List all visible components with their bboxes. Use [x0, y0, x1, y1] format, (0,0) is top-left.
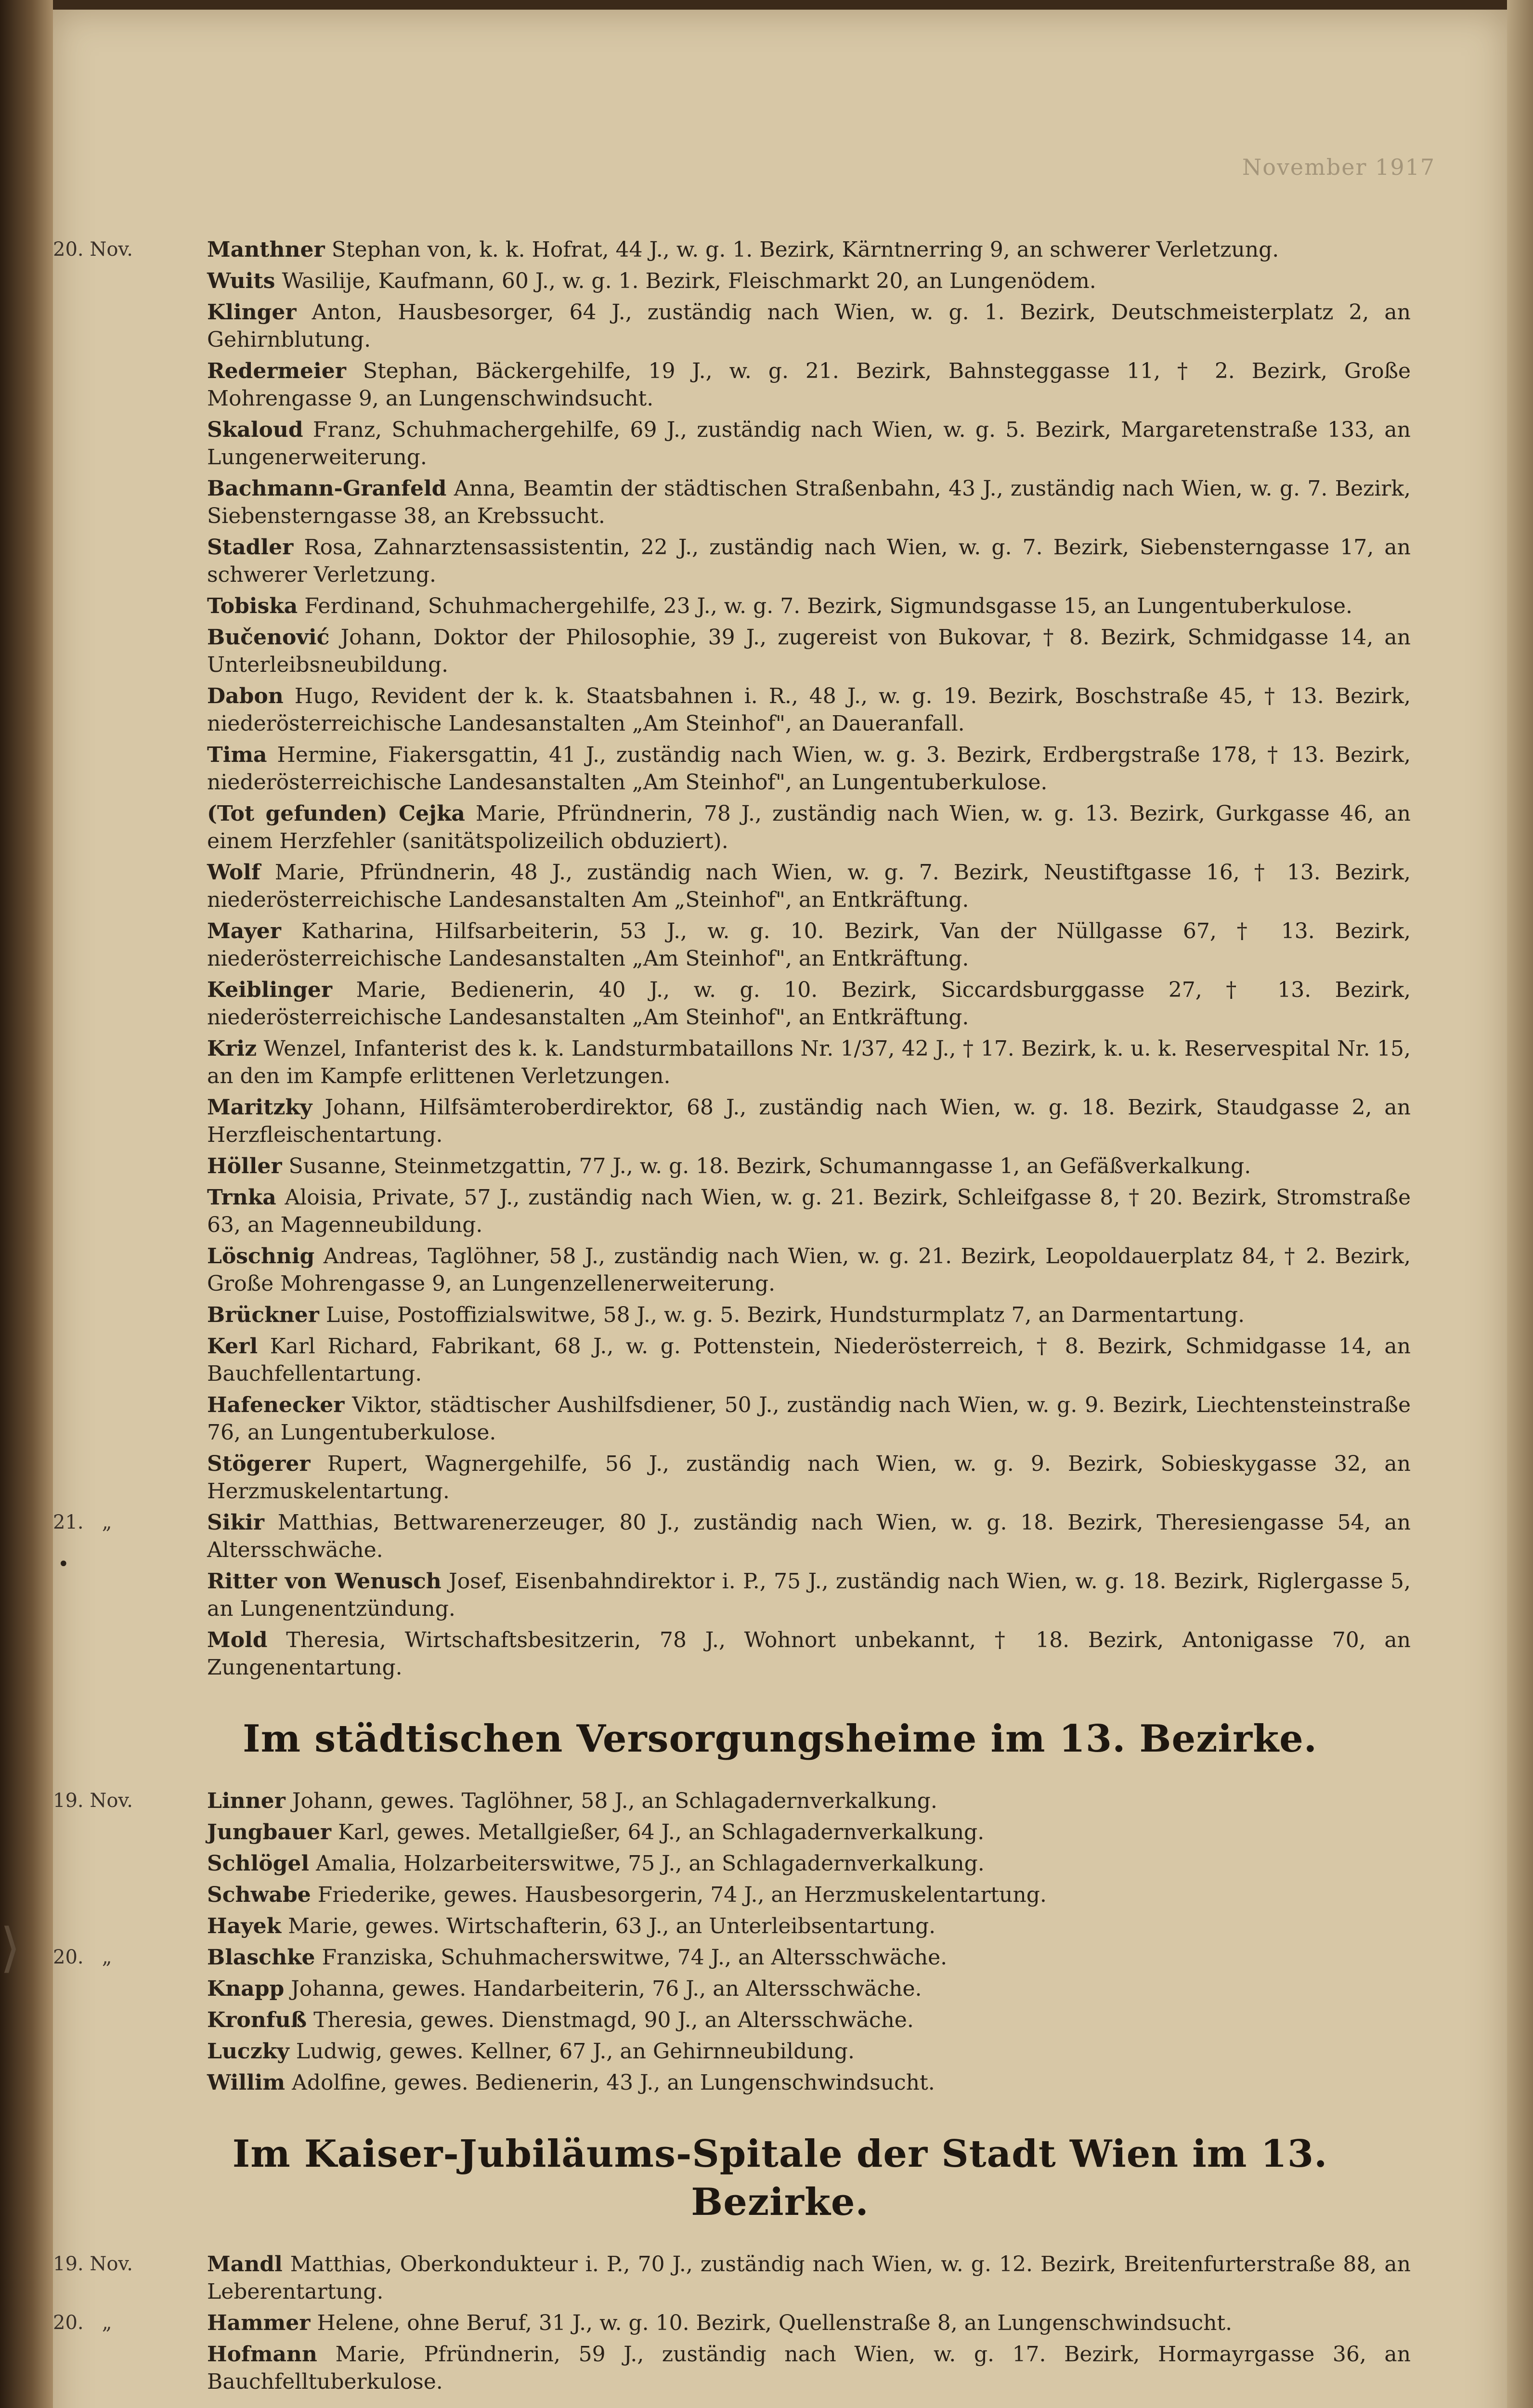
register-entry — [53, 682, 1411, 737]
register-entry — [53, 1568, 1411, 1623]
register-entry — [53, 2069, 1411, 2096]
entry-surname: Kerl — [207, 1334, 258, 1359]
register-entry — [53, 917, 1411, 972]
register-entry — [53, 1912, 1411, 1940]
register-entry — [53, 1184, 1411, 1239]
entry-details: Ludwig, gewes. Kellner, 67 J., an Gehirnneubildung. — [296, 2039, 855, 2064]
entry-details: Marie, Pfründnerin, 59 J., zuständig nach Wien, w. g. 17. Bezirk, Hormayrgasse 36, an Bauchfelltuberkulose. — [207, 2342, 1411, 2394]
entry-details: Adolfine, gewes. Bedienerin, 43 J., an Lungenschwindsucht. — [292, 2070, 935, 2095]
entry-surname: Löschnig — [207, 1244, 315, 1269]
entry-surname: Stadler — [207, 535, 294, 560]
entry-date: 20. Nov. — [53, 238, 133, 261]
entry-surname: Maritzky — [207, 1095, 312, 1120]
entry-details: Viktor, städtischer Aushilfsdiener, 50 J., zuständig nach Wien, w. g. 9. Bezirk, Liechtensteinstraße 76, an Lungentuberkulose. — [207, 1393, 1411, 1445]
entry-surname: Bučenović — [207, 625, 330, 650]
entry-surname: Mayer — [207, 919, 281, 943]
register-entry — [53, 1301, 1411, 1329]
register-entry — [53, 2006, 1411, 2034]
register-entry — [53, 1509, 1411, 1564]
entry-surname: Mold — [207, 1628, 268, 1652]
register-entry — [53, 1450, 1411, 1505]
entry-surname: Kriz — [207, 1036, 257, 1061]
entry-surname: Stögerer — [207, 1452, 311, 1476]
register-entry — [53, 416, 1411, 471]
register-entry — [53, 267, 1411, 295]
register-entry — [53, 1819, 1411, 1846]
entry-surname: Manthner — [207, 237, 325, 262]
entry-surname: Dabon — [207, 684, 284, 708]
register-entry — [53, 624, 1411, 679]
entry-surname: Trnka — [207, 1185, 276, 1210]
register-entry — [53, 592, 1411, 620]
entry-surname: Hayek — [207, 1914, 282, 1938]
register-entry — [53, 1626, 1411, 1681]
entry-details: Wasilije, Kaufmann, 60 J., w. g. 1. Bezirk, Fleischmarkt 20, an Lungenödem. — [282, 269, 1096, 293]
header-mark: November 1917 — [1242, 154, 1436, 180]
entry-details: Karl Richard, Fabrikant, 68 J., w. g. Pottenstein, Niederösterreich, † 8. Bezirk, Schmidgasse 14, an Bauchfellentartung. — [207, 1334, 1411, 1386]
entry-surname: Hafenecker — [207, 1393, 345, 1417]
entry-surname: Luczky — [207, 2039, 289, 2064]
register-entry — [53, 800, 1411, 855]
entry-surname: Hammer — [207, 2311, 311, 2335]
entry-surname: Brückner — [207, 1303, 319, 1327]
entry-details: Amalia, Holzarbeiterswitwe, 75 J., an Schlagadernverkalkung. — [316, 1851, 985, 1876]
entry-surname: Hofmann — [207, 2342, 317, 2367]
register-entry — [53, 2309, 1411, 2337]
register-entry — [53, 534, 1411, 589]
entry-surname: Tima — [207, 743, 267, 767]
register-entry — [53, 1975, 1411, 2002]
register-entry — [53, 1850, 1411, 1877]
entry-surname: Schwabe — [207, 1883, 311, 1907]
entry-details: Josef, Eisenbahndirektor i. P., 75 J., zuständig nach Wien, w. g. 18. Bezirk, Riglergasse 5, an Lungenentzündung. — [207, 1569, 1411, 1621]
entry-details: Franziska, Schuhmacherswitwe, 74 J., an Altersschwäche. — [322, 1945, 948, 1970]
entry-details: Stephan von, k. k. Hofrat, 44 J., w. g. 1. Bezirk, Kärntnerring 9, an schwerer Verletzung. — [331, 237, 1279, 262]
margin-dot: • — [58, 1553, 69, 1575]
entry-details: Marie, gewes. Wirtschafterin, 63 J., an Unterleibsentartung. — [288, 1914, 936, 1938]
entry-details: Anna, Beamtin der städtischen Straßenbahn, 43 J., zuständig nach Wien, w. g. 7. Bezirk, Siebensterngasse 38, an Krebssucht. — [207, 476, 1411, 528]
entry-surname: Blaschke — [207, 1945, 315, 1970]
entry-details: Theresia, gewes. Dienstmagd, 90 J., an Altersschwäche. — [313, 2008, 914, 2032]
register-entry — [53, 475, 1411, 530]
entry-details: Ferdinand, Schuhmachergehilfe, 23 J., w. g. 7. Bezirk, Sigmundsgasse 15, an Lungentuberkulose. — [304, 594, 1353, 618]
entry-details: Susanne, Steinmetzgattin, 77 J., w. g. 18. Bezirk, Schumanngasse 1, an Gefäßverkalkung. — [288, 1154, 1251, 1178]
entry-surname: Sikir — [207, 1510, 264, 1535]
entry-details: Marie, Bedienerin, 40 J., w. g. 10. Bezirk, Siccardsburggasse 27, † 13. Bezirk, niederösterreichische Landesanstalten „Am Steinhof", an Entkräftung. — [207, 978, 1411, 1030]
entry-surname: Linner — [207, 1789, 286, 1813]
entry-details: Marie, Pfründnerin, 48 J., zuständig nach Wien, w. g. 7. Bezirk, Neustiftgasse 16, † 13. Bezirk, niederösterreichische Landesanstalten Am „Steinhof", an Entkräftung. — [207, 860, 1411, 912]
entry-details: Johann, gewes. Taglöhner, 58 J., an Schlagadernverkalkung. — [292, 1789, 937, 1813]
register-entry — [53, 2251, 1411, 2305]
register-entry — [53, 357, 1411, 412]
register-section — [53, 2130, 1411, 2395]
register-entry — [53, 1094, 1411, 1149]
entry-surname: Bachmann-Granfeld — [207, 476, 447, 501]
entry-details: Helene, ohne Beruf, 31 J., w. g. 10. Bezirk, Quellenstraße 8, an Lungenschwindsucht. — [317, 2311, 1233, 2335]
entry-details: Johanna, gewes. Handarbeiterin, 76 J., an Altersschwäche. — [291, 1976, 922, 2001]
entry-details: Rupert, Wagnergehilfe, 56 J., zuständig nach Wien, w. g. 9. Bezirk, Sobieskygasse 32, an Herzmuskelentartung. — [207, 1452, 1411, 1504]
entry-surname: Keiblinger — [207, 978, 333, 1002]
entry-surname: Ritter von Wenusch — [207, 1569, 442, 1594]
register-entry — [53, 2341, 1411, 2395]
entry-details: Anton, Hausbesorger, 64 J., zuständig nach Wien, w. g. 1. Bezirk, Deutschmeisterplatz 2, an Gehirnblutung. — [207, 300, 1411, 352]
entry-details: Andreas, Taglöhner, 58 J., zuständig nach Wien, w. g. 21. Bezirk, Leopoldauerplatz 84, † 2. Bezirk, Große Mohrengasse 9, an Lungenzellenerweiterung. — [207, 1244, 1411, 1296]
entry-surname: Schlögel — [207, 1851, 310, 1876]
register-entry — [53, 299, 1411, 353]
register-entry — [53, 1881, 1411, 1909]
entry-details: Johann, Hilfsämteroberdirektor, 68 J., zuständig nach Wien, w. g. 18. Bezirk, Staudgasse 2, an Herzfleischentartung. — [207, 1095, 1411, 1147]
entry-surname: Knapp — [207, 1976, 285, 2001]
entry-surname: Mandl — [207, 2252, 283, 2277]
book-binding — [0, 0, 53, 2408]
register-entry — [53, 1787, 1411, 1815]
entry-date: 20. „ — [53, 2312, 112, 2334]
entry-date: 21. „ — [53, 1511, 112, 1533]
entry-details: Wenzel, Infanterist des k. k. Landsturmbataillons Nr. 1/37, 42 J., † 17. Bezirk, k. u. k. Reservespital Nr. 15, an den im Kampfe erlittenen Verletzungen. — [207, 1036, 1411, 1088]
entry-date: 19. Nov. — [53, 1790, 133, 1812]
section-title: Im Kaiser-Jubiläums-Spitale der Stadt Wien im 13. Bezirke. — [232, 2132, 1328, 2224]
entry-surname: Skaloud — [207, 418, 303, 442]
register-entry — [53, 976, 1411, 1031]
page-edge — [1507, 0, 1533, 2408]
entry-surname: Tobiska — [207, 594, 298, 618]
entry-date: 20. „ — [53, 1946, 112, 1968]
register-entry — [53, 1391, 1411, 1446]
entry-surname: Klinger — [207, 300, 297, 325]
entry-details: Theresia, Wirtschaftsbesitzerin, 78 J., Wohnort unbekannt, † 18. Bezirk, Antonigasse 70, an Zungenentartung. — [207, 1628, 1411, 1680]
register-entry — [53, 236, 1411, 263]
section-title: Im städtischen Versorgungsheime im 13. Bezirke. — [243, 1717, 1317, 1761]
entry-details: Hermine, Fiakersgattin, 41 J., zuständig nach Wien, w. g. 3. Bezirk, Erdbergstraße 178, † 13. Bezirk, niederösterreichische Landesanstalten „Am Steinhof", an Lungentuberkulose. — [207, 743, 1411, 795]
entry-details: Friederike, gewes. Hausbesorgerin, 74 J., an Herzmuskelentartung. — [317, 1883, 1047, 1907]
entry-details: Hugo, Revident der k. k. Staatsbahnen i. R., 48 J., w. g. 19. Bezirk, Boschstraße 45, † 13. Bezirk, niederösterreichische Landesanstalten „Am Steinhof", an Daueranfall. — [207, 684, 1411, 736]
register-section — [53, 1715, 1411, 2096]
entry-details: Matthias, Oberkondukteur i. P., 70 J., zuständig nach Wien, w. g. 12. Bezirk, Breitenfurterstraße 88, an Leberentartung. — [207, 2252, 1411, 2304]
entry-surname: Wolf — [207, 860, 260, 885]
register-entry — [53, 1944, 1411, 1971]
entry-details: Aloisia, Private, 57 J., zuständig nach Wien, w. g. 21. Bezirk, Schleifgasse 8, † 20. Bezirk, Stromstraße 63, an Magenneubildung. — [207, 1185, 1411, 1237]
entry-surname: Höller — [207, 1154, 282, 1178]
entry-details: Katharina, Hilfsarbeiterin, 53 J., w. g. 10. Bezirk, Van der Nüllgasse 67, † 13. Bezirk, niederösterreichische Landesanstalten „Am Steinhof", an Entkräftung. — [207, 919, 1411, 971]
register-entry — [53, 1035, 1411, 1090]
register-entry — [53, 1333, 1411, 1387]
entry-surname: (Tot gefunden) Cejka — [207, 801, 465, 826]
register-section — [53, 236, 1411, 1681]
entry-surname: Redermeier — [207, 359, 346, 383]
register-entry — [53, 859, 1411, 914]
register-entry — [53, 1243, 1411, 1297]
entry-surname: Kronfuß — [207, 2008, 307, 2032]
entry-details: Marie, Pfründnerin, 78 J., zuständig nach Wien, w. g. 13. Bezirk, Gurkgasse 46, an einem Herzfehler (sanitätspolizeilich obduziert). — [207, 801, 1411, 853]
entry-date: 19. Nov. — [53, 2253, 133, 2275]
entry-surname: Jungbauer — [207, 1820, 332, 1845]
register-entry — [53, 1152, 1411, 1180]
entry-surname: Willim — [207, 2070, 286, 2095]
entry-details: Rosa, Zahnarztensassistentin, 22 J., zuständig nach Wien, w. g. 7. Bezirk, Siebensterngasse 17, an schwerer Verletzung. — [207, 535, 1411, 587]
death-register — [53, 236, 1411, 2408]
entry-surname: Wuits — [207, 269, 275, 293]
entry-details: Matthias, Bettwarenerzeuger, 80 J., zuständig nach Wien, w. g. 18. Bezirk, Theresiengasse 54, an Altersschwäche. — [207, 1510, 1411, 1562]
register-entry — [53, 741, 1411, 796]
entry-details: Franz, Schuhmachergehilfe, 69 J., zuständig nach Wien, w. g. 5. Bezirk, Margaretenstraße 133, an Lungenerweiterung. — [207, 418, 1411, 470]
entry-details: Johann, Doktor der Philosophie, 39 J., zugereist von Bukovar, † 8. Bezirk, Schmidgasse 14, an Unterleibsneubildung. — [207, 625, 1411, 677]
entry-details: Stephan, Bäckergehilfe, 19 J., w. g. 21. Bezirk, Bahnsteggasse 11, † 2. Bezirk, Große Mohrengasse 9, an Lungenschwindsucht. — [207, 359, 1411, 411]
entry-details: Karl, gewes. Metallgießer, 64 J., an Schlagadernverkalkung. — [338, 1820, 985, 1845]
register-entry — [53, 2038, 1411, 2065]
pencil-mark: ⟩ — [0, 1917, 21, 1978]
entry-details: Luise, Postoffizialswitwe, 58 J., w. g. 5. Bezirk, Hundsturmplatz 7, an Darmentartung. — [325, 1303, 1245, 1327]
